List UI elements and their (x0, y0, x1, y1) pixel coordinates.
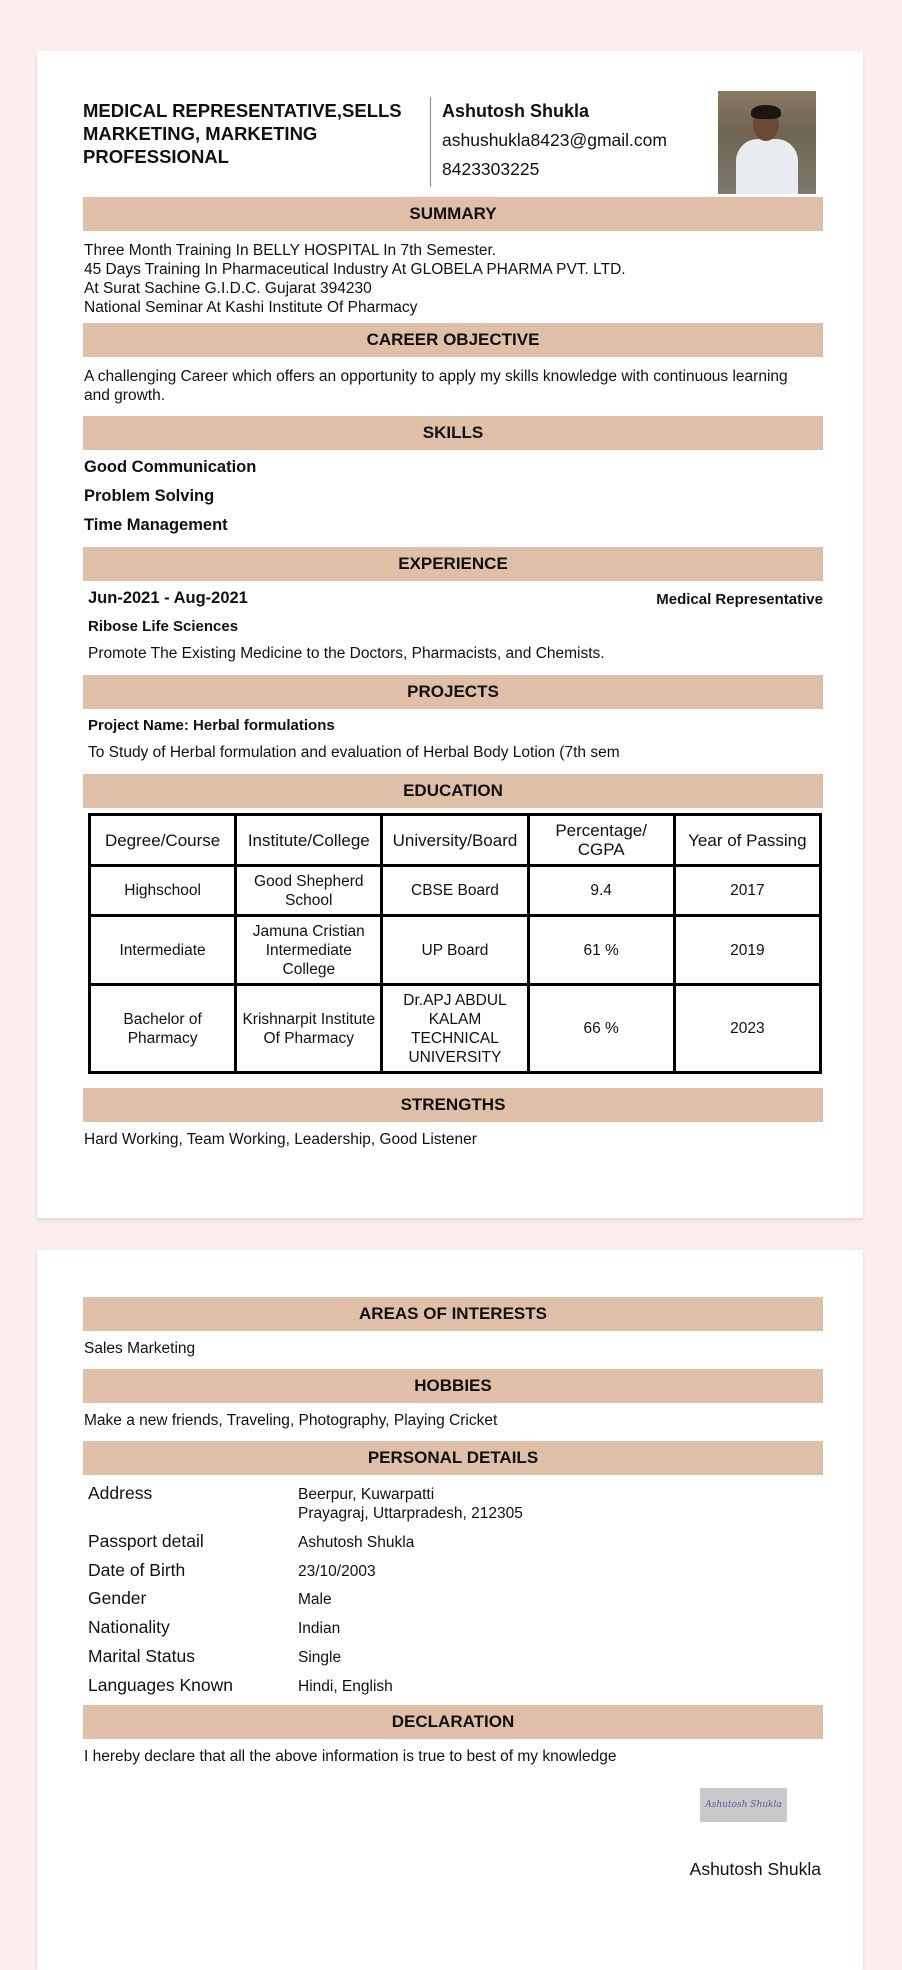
summary-line: At Surat Sachine G.I.D.C. Gujarat 394230 (84, 280, 372, 297)
projects-heading: PROJECTS (83, 675, 823, 709)
personal-detail-label: Address (88, 1483, 153, 1503)
skills-heading: SKILLS (83, 416, 823, 450)
table-cell: UP Board (383, 917, 526, 983)
project-description: To Study of Herbal formulation and evaluation of Herbal Body Lotion (7th sem (88, 744, 620, 761)
areas-of-interests-heading: AREAS OF INTERESTS (83, 1297, 823, 1331)
personal-detail-value: Beerpur, Kuwarpatti (298, 1486, 435, 1503)
experience-heading: EXPERIENCE (83, 547, 823, 581)
phone: 8423303225 (442, 159, 540, 179)
personal-detail-value: Indian (298, 1620, 341, 1637)
personal-detail-value: Male (298, 1591, 332, 1608)
personal-detail-value: Ashutosh Shukla (298, 1534, 415, 1551)
project-name: Project Name: Herbal formulations (88, 717, 335, 734)
table-cell: 9.4 (530, 867, 673, 914)
personal-detail-label: Date of Birth (88, 1560, 186, 1580)
table-cell: 61 % (530, 917, 673, 983)
personal-detail-value: 23/10/2003 (298, 1563, 376, 1580)
strengths-text: Hard Working, Team Working, Leadership, Good Listener (84, 1131, 477, 1148)
table-header-cell: Degree/Course (91, 816, 234, 864)
personal-detail-label: Gender (88, 1588, 147, 1608)
education-table (88, 813, 822, 1074)
table-cell: 2019 (676, 917, 819, 983)
candidate-name: Ashutosh Shukla (442, 101, 590, 121)
personal-detail-value: Single (298, 1649, 342, 1666)
personal-detail-label: Nationality (88, 1617, 170, 1637)
table-header-cell: Percentage/ CGPA (530, 816, 673, 864)
footer-name: Ashutosh Shukla (689, 1859, 821, 1879)
career-objective-text: A challenging Career which offers an opportunity to apply my skills knowledge with continuous learning and growth. (84, 368, 788, 404)
table-row (91, 917, 819, 983)
skill-item: Problem Solving (84, 487, 215, 505)
declaration-heading: DECLARATION (83, 1705, 823, 1739)
table-cell: Bachelor of Pharmacy (91, 986, 234, 1071)
table-header-cell: Institute/College (237, 816, 380, 864)
table-header-row (91, 816, 819, 864)
table-row (91, 867, 819, 914)
declaration-text: I hereby declare that all the above information is true to best of my knowledge (84, 1748, 617, 1765)
summary-heading: SUMMARY (83, 197, 823, 231)
signature-image: Ashutosh Shukla (700, 1788, 787, 1822)
career-objective-heading: CAREER OBJECTIVE (83, 323, 823, 357)
hobbies-heading: HOBBIES (83, 1369, 823, 1403)
personal-details-heading: PERSONAL DETAILS (83, 1441, 823, 1475)
header-divider (430, 97, 431, 187)
table-cell: 66 % (530, 986, 673, 1071)
hobbies-text: Make a new friends, Traveling, Photography, Playing Cricket (84, 1412, 498, 1429)
skill-item: Good Communication (84, 458, 257, 476)
profile-photo (718, 91, 816, 194)
summary-line: Three Month Training In BELLY HOSPITAL In 7th Semester. (84, 242, 497, 259)
table-cell: Good Shepherd School (237, 867, 380, 914)
table-header-cell: University/Board (383, 816, 526, 864)
email: ashushukla8423@gmail.com (442, 130, 667, 150)
table-cell: Dr.APJ ABDUL KALAM TECHNICAL UNIVERSITY (383, 986, 526, 1071)
summary-line: National Seminar At Kashi Institute Of Pharmacy (84, 299, 418, 316)
personal-detail-label: Passport detail (88, 1531, 204, 1551)
table-cell: Highschool (91, 867, 234, 914)
skill-item: Time Management (84, 516, 228, 534)
personal-detail-value: Hindi, English (298, 1678, 393, 1695)
table-cell: 2017 (676, 867, 819, 914)
personal-detail-value: Prayagraj, Uttarpradesh, 212305 (298, 1505, 523, 1522)
strengths-heading: STRENGTHS (83, 1088, 823, 1122)
education-heading: EDUCATION (83, 774, 823, 808)
job-title: MEDICAL REPRESENTATIVE,SELLS MARKETING, MARKETING PROFESSIONAL (83, 100, 402, 167)
table-cell: Krishnarpit Institute Of Pharmacy (237, 986, 380, 1071)
experience-description: Promote The Existing Medicine to the Doctors, Pharmacists, and Chemists. (88, 645, 605, 662)
resume-page-2 (37, 1250, 863, 1970)
areas-of-interests-text: Sales Marketing (84, 1340, 196, 1357)
table-cell: 2023 (676, 986, 819, 1071)
summary-line: 45 Days Training In Pharmaceutical Industry At GLOBELA PHARMA PVT. LTD. (84, 261, 626, 278)
table-cell: Jamuna Cristian Intermediate College (237, 917, 380, 983)
resume-page-1 (37, 51, 863, 1218)
table-row (91, 986, 819, 1071)
table-cell: CBSE Board (383, 867, 526, 914)
table-cell: Intermediate (91, 917, 234, 983)
experience-role: Medical Representative (656, 591, 823, 608)
experience-company: Ribose Life Sciences (88, 618, 239, 635)
table-header-cell: Year of Passing (676, 816, 819, 864)
personal-detail-label: Languages Known (88, 1675, 233, 1695)
personal-detail-label: Marital Status (88, 1646, 195, 1666)
experience-period: Jun-2021 - Aug-2021 (88, 589, 248, 607)
